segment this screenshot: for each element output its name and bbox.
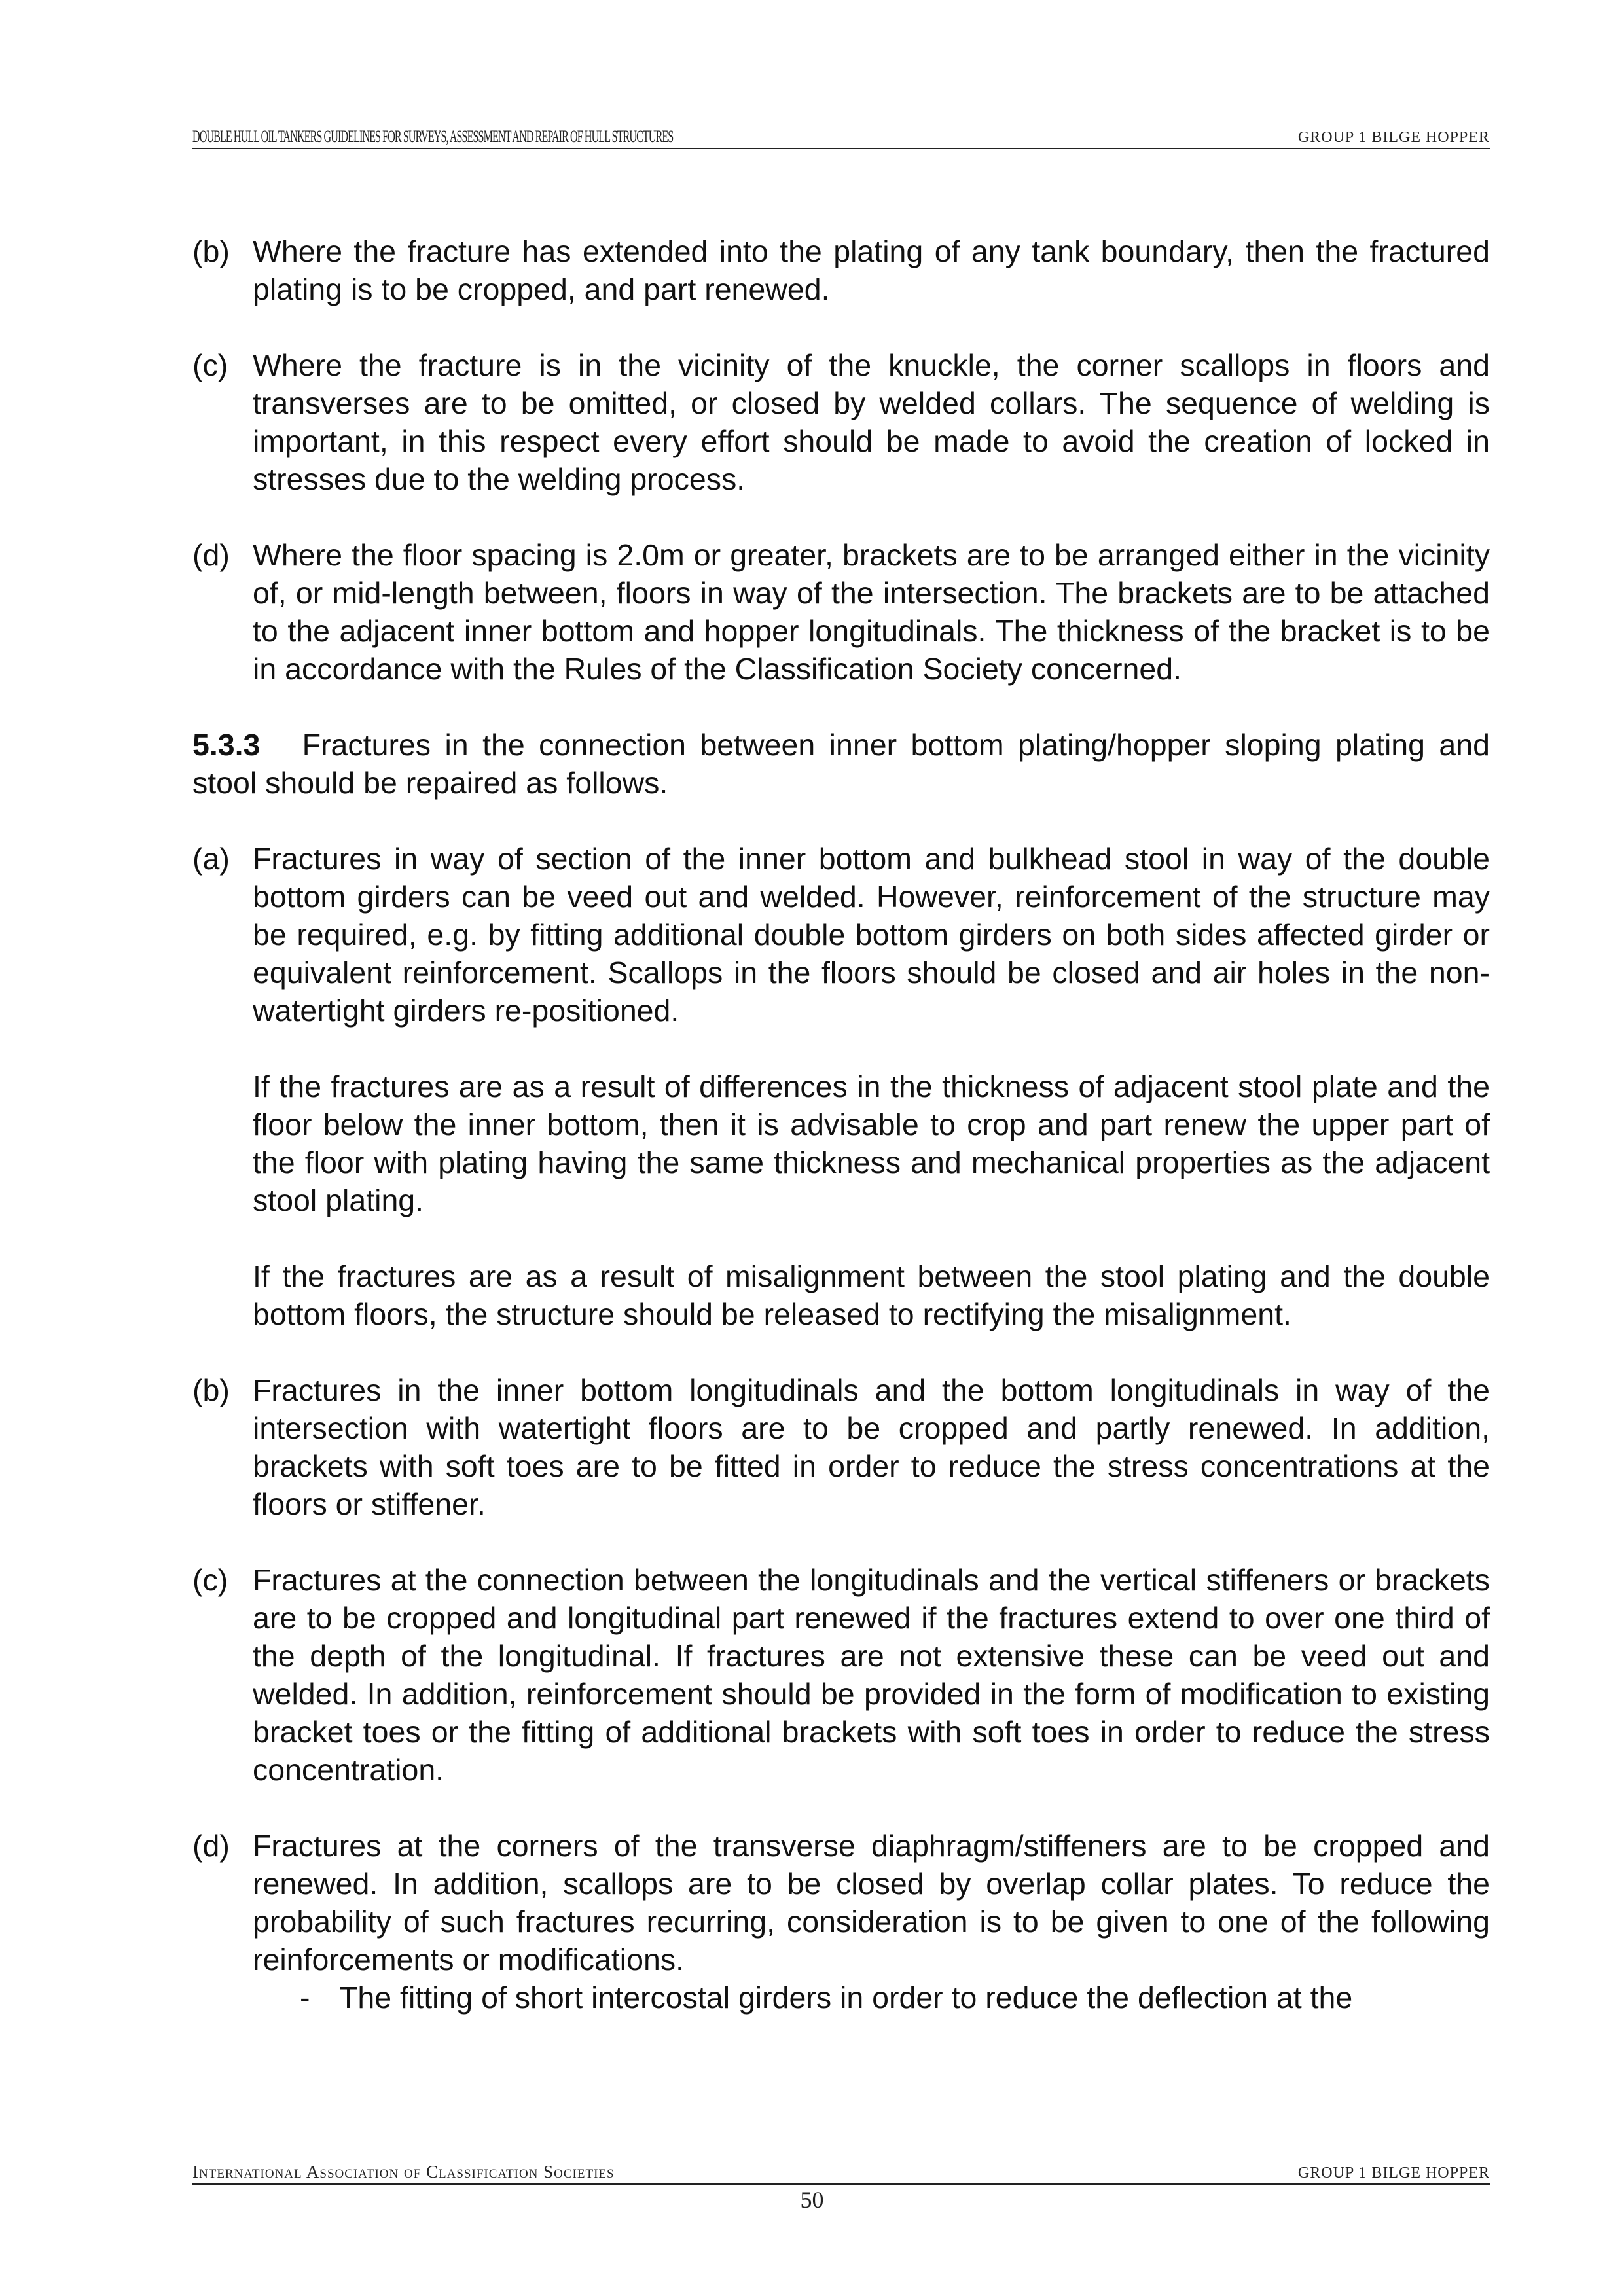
list-item: [192, 1371, 1490, 1523]
item-text: Where the fracture has extended into the plating of any tank boundary, then the fractured plating is to be cropped, and part renewed.: [253, 234, 1490, 306]
section-number: 5.3.3: [192, 728, 261, 762]
bullet-item: [192, 1979, 1490, 2017]
item-label: (c): [192, 348, 228, 382]
list-item: [192, 536, 1490, 688]
list-item: [192, 232, 1490, 308]
header-section-title: GROUP 1 BILGE HOPPER: [1297, 129, 1490, 146]
item-text: Fractures at the corners of the transverse diaphragm/stiffeners are to be cropped and renewed. In addition, scallops are to be closed by overlap collar plates. To reduce the probability of such fractures recurring, consideration is to be given to one of the following reinforcements or modifications.: [253, 1829, 1490, 1977]
header-document-title: DOUBLE HULL OIL TANKERS GUIDELINES FOR SURVEYS, ASSESSMENT AND REPAIR OF HULL STRUCTURES: [192, 127, 674, 146]
item-label: (b): [192, 1373, 230, 1407]
item-text: Fractures in the inner bottom longitudinals and the bottom longitudinals in way of the intersection with watertight floors are to be cropped and partly renewed. In addition, brackets with soft toes are to be fitted in order to reduce the stress concentrations at the floors or stiffener.: [253, 1373, 1490, 1521]
item-label: (b): [192, 234, 230, 268]
item-text: Where the floor spacing is 2.0m or greater, brackets are to be arranged either in the vicinity of, or mid-length between, floors in way of the intersection. The brackets are to be attached to the adjacent inner bottom and hopper longitudinals. The thickness of the bracket is to be in accordance with the Rules of the Classification Society concerned.: [253, 538, 1490, 686]
list-item: [192, 840, 1490, 1030]
list-item: [192, 1827, 1490, 1979]
sub-paragraph: If the fractures are as a result of differences in the thickness of adjacent stool plate and the floor below the inner bottom, then it is advisable to crop and part renew the upper part of the floor with plating having the same thickness and mechanical properties as the adjacent stool plating.: [253, 1069, 1490, 1217]
item-text: Fractures in way of section of the inner bottom and bulkhead stool in way of the double bottom girders can be veed out and welded. However, reinforcement of the structure may be required, e.g. by fitting additional double bottom girders on both sides affected girder or equivalent reinforcement. Scallops in the floors should be closed and air holes in the non-watertight girders re-positioned.: [253, 842, 1490, 1028]
item-text: Where the fracture is in the vicinity of the knuckle, the corner scallops in floors and transverses are to be omitted, or closed by welded collars. The sequence of welding is important, in this respect every effort should be made to avoid the creation of locked in stresses due to the welding process.: [253, 348, 1490, 496]
dash-bullet: -: [300, 1981, 310, 2015]
page-number: 50: [800, 2187, 824, 2213]
section-text: Fractures in the connection between inner bottom plating/hopper sloping plating and stool should be repaired as follows.: [192, 728, 1490, 800]
item-label: (c): [192, 1563, 228, 1597]
bullet-text: The fitting of short intercostal girders in order to reduce the deflection at the: [339, 1981, 1353, 2015]
item-text: Fractures at the connection between the longitudinals and the vertical stiffeners or brackets are to be cropped and longitudinal part renewed if the fractures extend to over one third of the depth of the longitudinal. If fractures are not extensive these can be veed out and welded. In addition, reinforcement should be provided in the form of modification to existing bracket toes or the fitting of additional brackets with soft toes in order to reduce the stress concentration.: [253, 1563, 1490, 1787]
footer-section-title: GROUP 1 BILGE HOPPER: [1297, 2164, 1490, 2181]
document-body: [192, 232, 1490, 2017]
page-footer: [192, 2162, 1490, 2185]
item-label: (d): [192, 538, 230, 572]
item-label: (a): [192, 842, 230, 876]
list-item: [192, 346, 1490, 498]
footer-organization: International Association of Classification Societies: [192, 2162, 615, 2181]
sub-paragraph: If the fractures are as a result of misalignment between the stool plating and the double bottom floors, the structure should be released to rectifying the misalignment.: [253, 1259, 1490, 1331]
list-item: [192, 1561, 1490, 1789]
section-paragraph: [192, 726, 1490, 802]
page-header: [192, 128, 1490, 149]
item-label: (d): [192, 1829, 230, 1863]
